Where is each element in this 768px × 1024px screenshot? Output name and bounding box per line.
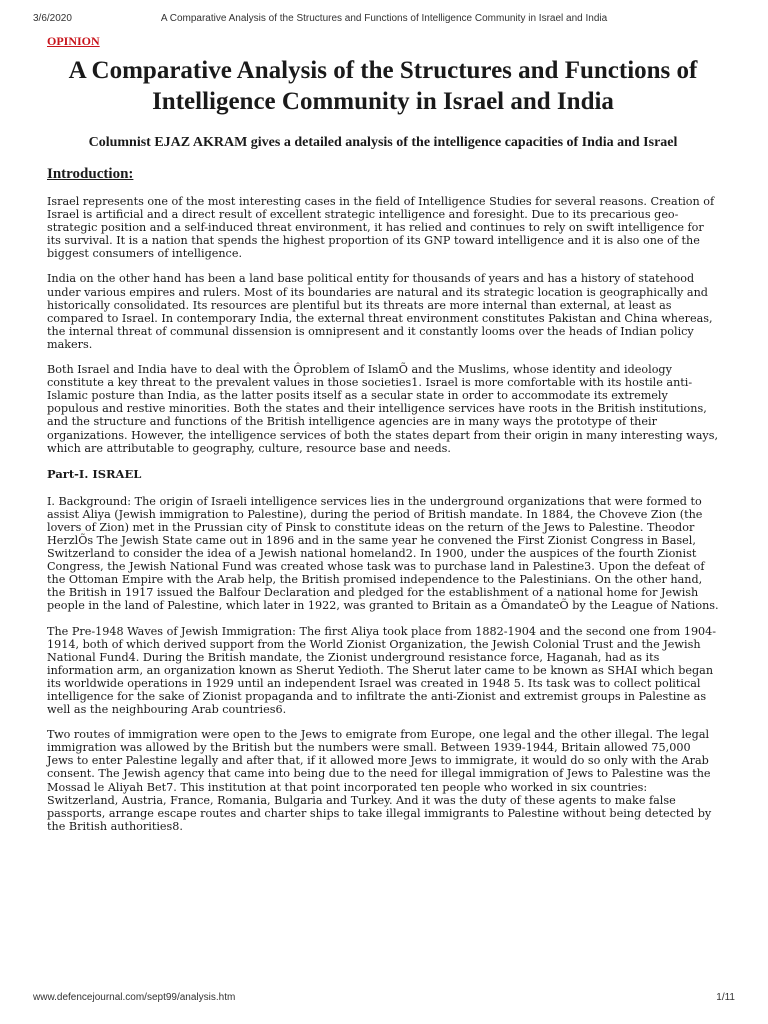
part-heading-israel: Part-I. ISRAEL	[47, 466, 142, 481]
intro-paragraph: Israel represents one of the most interesting cases in the field of Intelligence Studies for several reasons. Creation of Israel is artificial and a direct result of excellent strategic intelligence and foresight. Due to its precarious geo-strategic position and a self-induced threat environment, it has relied and continues to rely on swift intelligence for its survival. It is a nation that spends the highest proportion of its GNP toward intelligence and it is also one of the biggest consumers of intelligence.	[47, 195, 715, 261]
print-header	[33, 13, 735, 27]
body-paragraph: The Pre-1948 Waves of Jewish Immigration: The first Aliya took place from 1882-1904 and the second one from 1904-1914, both of which derived support from the World Zionist Organization, the Jewish Colonial Trust and the Jewish National Fund4. During the British mandate, the Zionist underground resistance force, Haganah, had as its information arm, an organization known as Sherut Yedioth. The Sherut later came to be known as SHAI which began its worldwide operations in 1929 until an independent Israel was created in 1948 5. Its task was to collect political intelligence for the sake of Zionist propaganda and to infiltrate the anti-Zionist and extremist groups in Palestine as well as the neighbouring Arab countries6.	[47, 624, 717, 717]
introduction-heading: Introduction:	[47, 166, 134, 182]
print-footer	[33, 992, 735, 1006]
print-url[interactable]: www.defencejournal.com/sept99/analysis.htm	[33, 992, 236, 1003]
page-number: 1/11	[716, 992, 735, 1003]
intro-paragraph: India on the other hand has been a land base political entity for thousands of years and has a history of statehood under various empires and rulers. Most of its boundaries are natural and its strategic location is geographically and historically consolidated. Its resources are plentiful but its threats are more internal than external, at least as compared to Israel. In contemporary India, the external threat environment constitutes Pakistan and China whereas, the internal threat of communal dissension is omnipresent and it constantly looms over the heads of Indian policy makers.	[47, 272, 713, 351]
article	[47, 34, 719, 845]
print-page-title: A Comparative Analysis of the Structures and Functions of Intelligence Community in Israel and India	[160, 13, 608, 24]
section-link-opinion[interactable]: OPINION	[47, 34, 100, 48]
print-date: 3/6/2020	[33, 13, 72, 24]
body-paragraph: I. Background: The origin of Israeli intelligence services lies in the underground organizations that were formed to assist Aliya (Jewish immigration to Palestine), during the period of British mandate. In 1884, the Choveve Zion (the lovers of Zion) met in the Prussian city of Pinsk to constitute ideas on the return of the Jews to Palestine. Theodor HerzlÕs The Jewish State came out in 1896 and in the same year he convened the First Zionist Congress in Basel, Switzerland to consider the idea of a Jewish national homeland2. In 1900, under the auspices of the fourth Zionist Congress, the Jewish National Fund was created whose task was to purchase land in Palestine3. Upon the defeat of the Ottoman Empire with the Arab help, the British promised independence to the Palestinians. On the other hand, the British in 1917 issued the Balfour Declaration and pledged for the establishment of a national home for Jewish people in the land of Palestine, which later in 1922, was granted to Britain as a ÔmandateÕ by the League of Nations.	[47, 494, 719, 613]
intro-paragraph: Both Israel and India have to deal with the Ôproblem of IslamÕ and the Muslims, whose identity and ideology constitute a key threat to the prevalent values in those societies1. Israel is more comfortable with its hostile anti-Islamic posture than India, as the latter posits itself as a secular state in order to accommodate its extremely populous and restive minorities. Both the states and their intelligence services have roots in the British institutions, and the structure and functions of the British intelligence agencies are in many ways the prototype of their organizations. However, the intelligence services of both the states depart from their origin in many interesting ways, which are attributable to geography, culture, resource base and needs.	[47, 363, 719, 455]
article-deck: Columnist EJAZ AKRAM gives a detailed analysis of the intelligence capacities of India and Israel	[88, 135, 678, 150]
article-headline: A Comparative Analysis of the Structures and Functions of Intelligence Community in Israel and India	[68, 57, 698, 115]
body-paragraph: Two routes of immigration were open to the Jews to emigrate from Europe, one legal and the other illegal. The legal immigration was allowed by the British but the numbers were small. Between 1939-1944, Britain allowed 75,000 Jews to enter Palestine legally and after that, if it allowed more Jews to immigrate, it would do so only with the Arab consent. The Jewish agency that came into being due to the need for illegal immigration of Jews to Palestine was the Mossad le Aliyah Bet7. This institution at that point incorporated ten people who worked in six countries: Switzerland, Austria, France, Romania, Bulgaria and Turkey. And it was the duty of these agents to make false passports, arrange escape routes and charter ships to take illegal immigrants to Palestine without being detected by the British authorities8.	[47, 728, 712, 833]
